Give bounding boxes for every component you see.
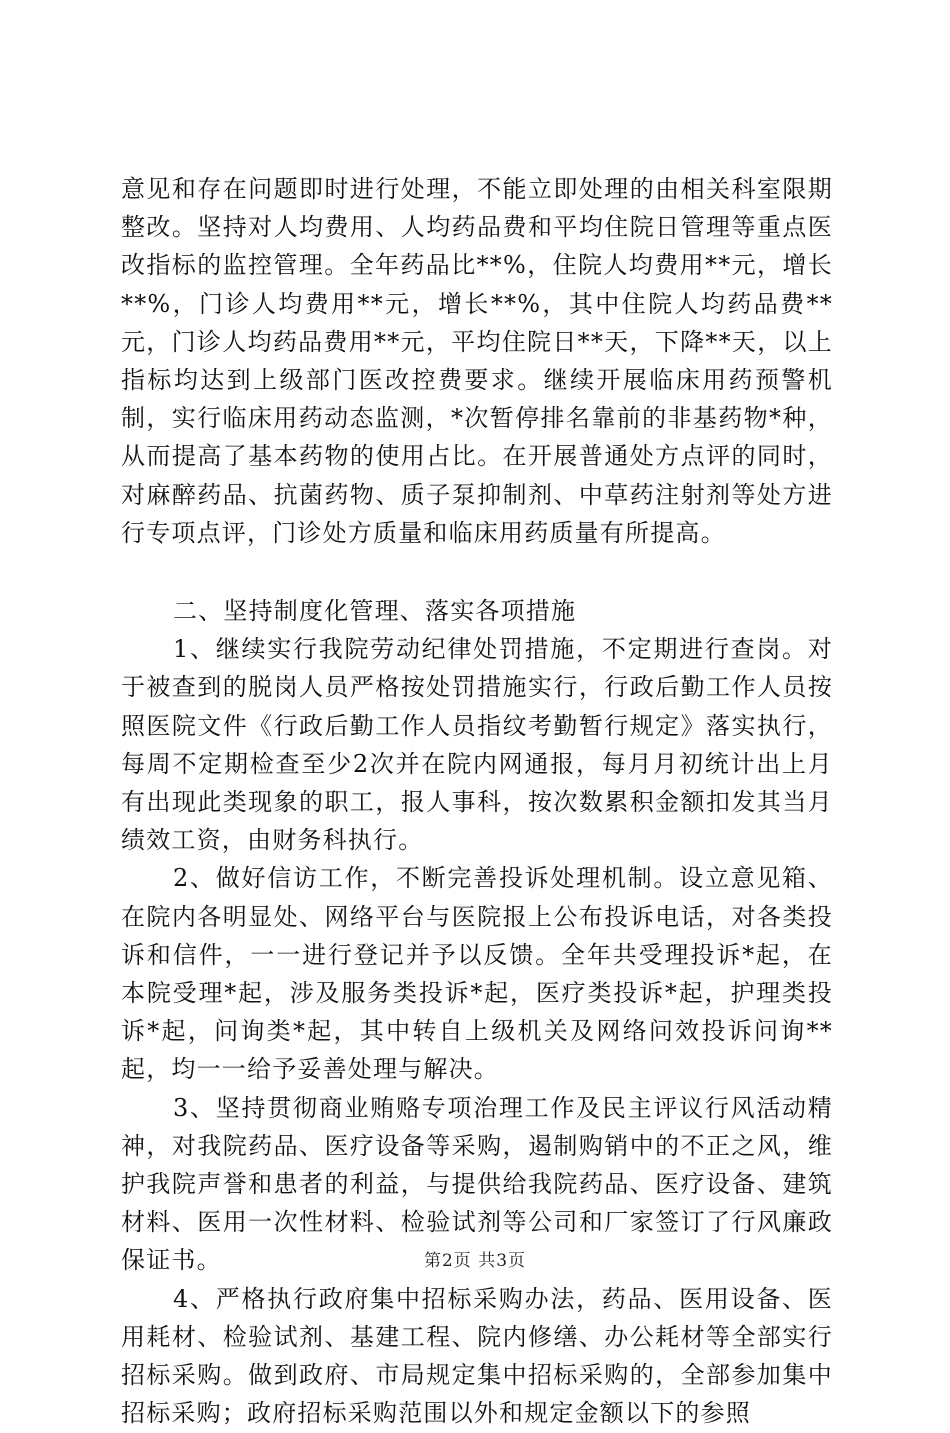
paragraph-item-4: 4、严格执行政府集中招标采购办法，药品、医用设备、医用耗材、检验试剂、基建工程、院内修缮、办公耗材等全部实行招标采购。做到政府、市局规定集中招标采购的，全部参加集中招标采购；政府招标采购范围以外和规定金额以下的参照	[121, 1284, 833, 1428]
section-heading: 二、坚持制度化管理、落实各项措施	[173, 597, 577, 626]
paragraph-item-2: 2、做好信访工作，不断完善投诉处理机制。设立意见箱、在院内各明显处、网络平台与医院报上公布投诉电话，对各类投诉和信件，一一进行登记并予以反馈。全年共受理投诉*起，在本院受理*起，涉及服务类投诉*起，医疗类投诉*起，护理类投诉*起，问询类*起，其中转自上级机关及网络问效投诉问询**起，均一一给予妥善处理与解决。	[121, 864, 833, 1084]
paragraph-item-1: 1、继续实行我院劳动纪律处罚措施，不定期进行查岗。对于被查到的脱岗人员严格按处罚措施实行，行政后勤工作人员按照医院文件《行政后勤工作人员指纹考勤暂行规定》落实执行，每周不定期检查至少2次并在院内网通报，每月月初统计出上月有出现此类现象的职工，报人事科，按次数累积金额扣发其当月绩效工资，由财务科执行。	[121, 635, 833, 855]
page-number-footer: 第2页 共3页	[423, 1251, 527, 1271]
paragraph-item-3: 3、坚持贯彻商业贿赂专项治理工作及民主评议行风活动精神，对我院药品、医疗设备等采购，遏制购销中的不正之风，维护我院声誉和患者的利益，与提供给我院药品、医疗设备、建筑材料、医用一次性材料、检验试剂等公司和厂家签订了行风廉政保证书。	[121, 1093, 833, 1275]
document-body	[121, 170, 833, 1433]
paragraph-cost-control: 意见和存在问题即时进行处理，不能立即处理的由相关科室限期整改。坚持对人均费用、人均药品费和平均住院日管理等重点医改指标的监控管理。全年药品比**%，住院人均费用**元，增长**%，门诊人均费用**元，增长**%，其中住院人均药品费**元，门诊人均药品费用**元，平均住院日**天，下降**天，以上指标均达到上级部门医改控费要求。继续开展临床用药预警机制，实行临床用药动态监测，*次暂停排名靠前的非基药物*种，从而提高了基本药物的使用占比。在开展普通处方点评的同时，对麻醉药品、抗菌药物、质子泵抑制剂、中草药注射剂等处方进行专项点评，门诊处方质量和临床用药质量有所提高。	[121, 175, 833, 547]
